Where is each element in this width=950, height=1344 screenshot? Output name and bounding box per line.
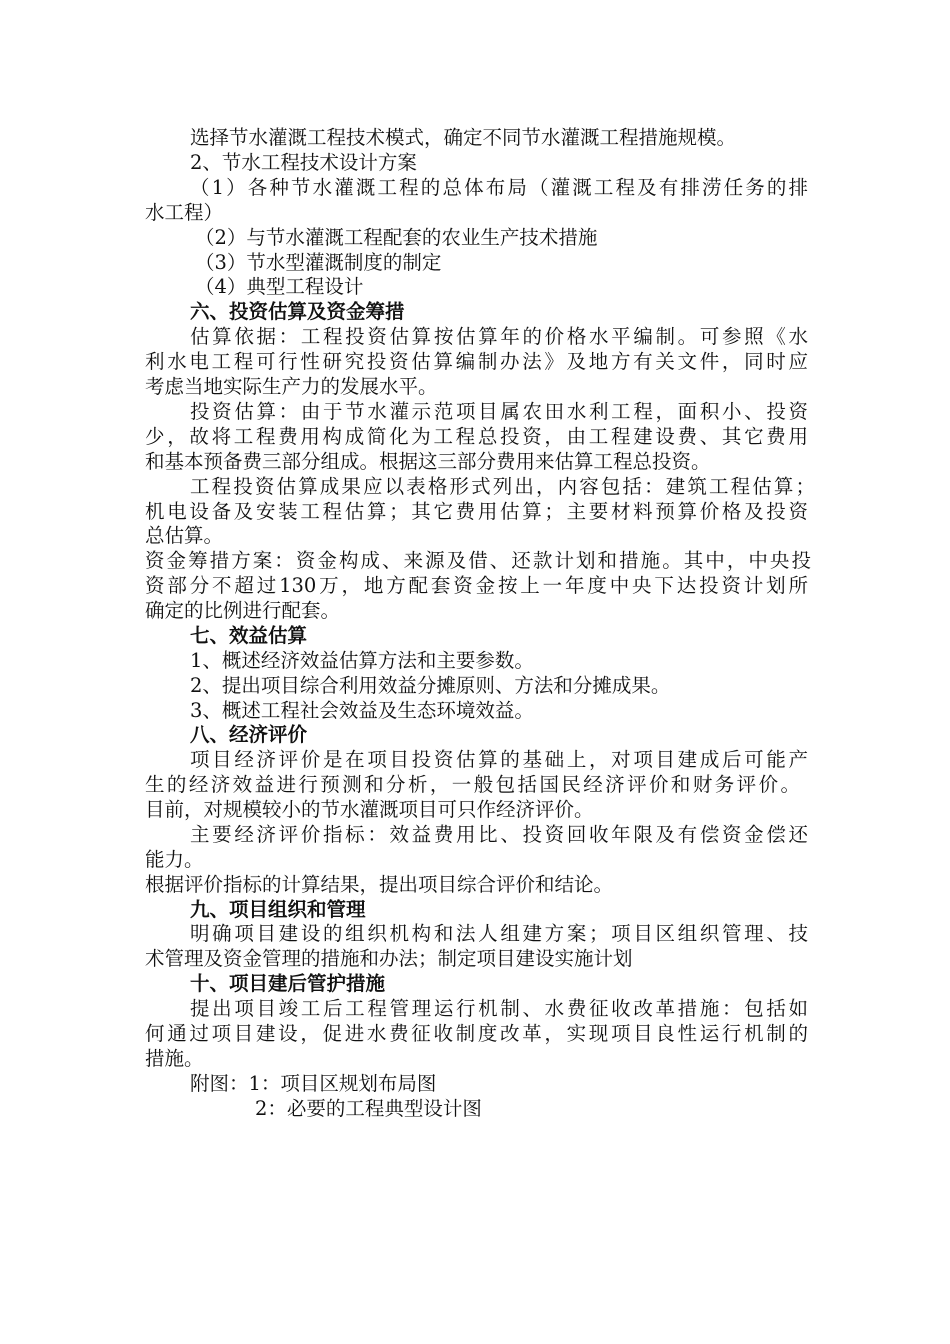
text-line: 2、节水工程技术设计方案 (190, 151, 417, 174)
section-heading: 九、项目组织和管理 (190, 898, 366, 921)
text-line: 3、概述工程社会效益及生态环境效益。 (190, 699, 534, 722)
text-line: 目前，对规模较小的节水灌溉项目可只作经济评价。 (145, 798, 594, 821)
text-line: （2）与节水灌溉工程配套的农业生产技术措施 (195, 226, 598, 249)
text-line: 提出项目竣工后工程管理运行机制、水费征收改革措施：包括如 (190, 997, 808, 1020)
text-line: 措施。 (145, 1047, 204, 1070)
text-line: 少，故将工程费用构成简化为工程总投资，由工程建设费、其它费用 (145, 425, 808, 448)
text-line: 资金筹措方案：资金构成、来源及借、还款计划和措施。其中，中央投 (145, 549, 811, 572)
section-heading: 七、效益估算 (190, 624, 308, 647)
text-line: 能力。 (145, 848, 204, 871)
text-line: 利水电工程可行性研究投资估算编制办法》及地方有关文件，同时应 (145, 350, 808, 373)
text-line: 术管理及资金管理的措施和办法；制定项目建设实施计划 (145, 947, 633, 970)
text-line: 资部分不超过130万，地方配套资金按上一年度中央下达投资计划所 (145, 574, 808, 597)
text-line: （1）各种节水灌溉工程的总体布局（灌溉工程及有排涝任务的排 (190, 176, 808, 199)
text-line: 总估算。 (145, 524, 224, 547)
section-heading: 八、经济评价 (190, 723, 308, 746)
text-line: 投资估算：由于节水灌示范项目属农田水利工程，面积小、投资 (190, 400, 808, 423)
text-line: 考虑当地实际生产力的发展水平。 (145, 375, 438, 398)
text-line: 主要经济评价指标：效益费用比、投资回收年限及有偿资金偿还 (190, 823, 808, 846)
text-line: 机电设备及安装工程估算；其它费用估算；主要材料预算价格及投资 (145, 500, 808, 523)
appendix-line: 2：必要的工程典型设计图 (255, 1097, 482, 1120)
text-line: 水工程） (145, 201, 224, 224)
text-line: 明确项目建设的组织机构和法人组建方案；项目区组织管理、技 (190, 922, 808, 945)
text-line: 生的经济效益进行预测和分析，一般包括国民经济评价和财务评价。 (145, 773, 800, 796)
text-line: 项目经济评价是在项目投资估算的基础上，对项目建成后可能产 (190, 748, 808, 771)
text-line: 1、概述经济效益估算方法和主要参数。 (190, 649, 534, 672)
appendix-line: 附图：1：项目区规划布局图 (190, 1072, 437, 1095)
text-line: 何通过项目建设，促进水费征收制度改革，实现项目良性运行机制的 (145, 1022, 808, 1045)
text-line: 2、提出项目综合利用效益分摊原则、方法和分摊成果。 (190, 674, 671, 697)
text-line: 根据评价指标的计算结果，提出项目综合评价和结论。 (145, 873, 614, 896)
section-heading: 十、项目建后管护措施 (190, 972, 386, 995)
text-line: 工程投资估算成果应以表格形式列出，内容包括：建筑工程估算； (190, 475, 815, 498)
text-line: 和基本预备费三部分组成。根据这三部分费用来估算工程总投资。 (145, 450, 711, 473)
text-line: 确定的比例进行配套。 (145, 599, 341, 622)
text-line: （4）典型工程设计 (195, 275, 364, 298)
text-line: （3）节水型灌溉制度的制定 (195, 251, 442, 274)
text-line: 估算依据：工程投资估算按估算年的价格水平编制。可参照《水 (190, 325, 808, 348)
section-heading: 六、投资估算及资金筹措 (190, 300, 405, 323)
text-line: 选择节水灌溉工程技术模式，确定不同节水灌溉工程措施规模。 (190, 126, 737, 149)
